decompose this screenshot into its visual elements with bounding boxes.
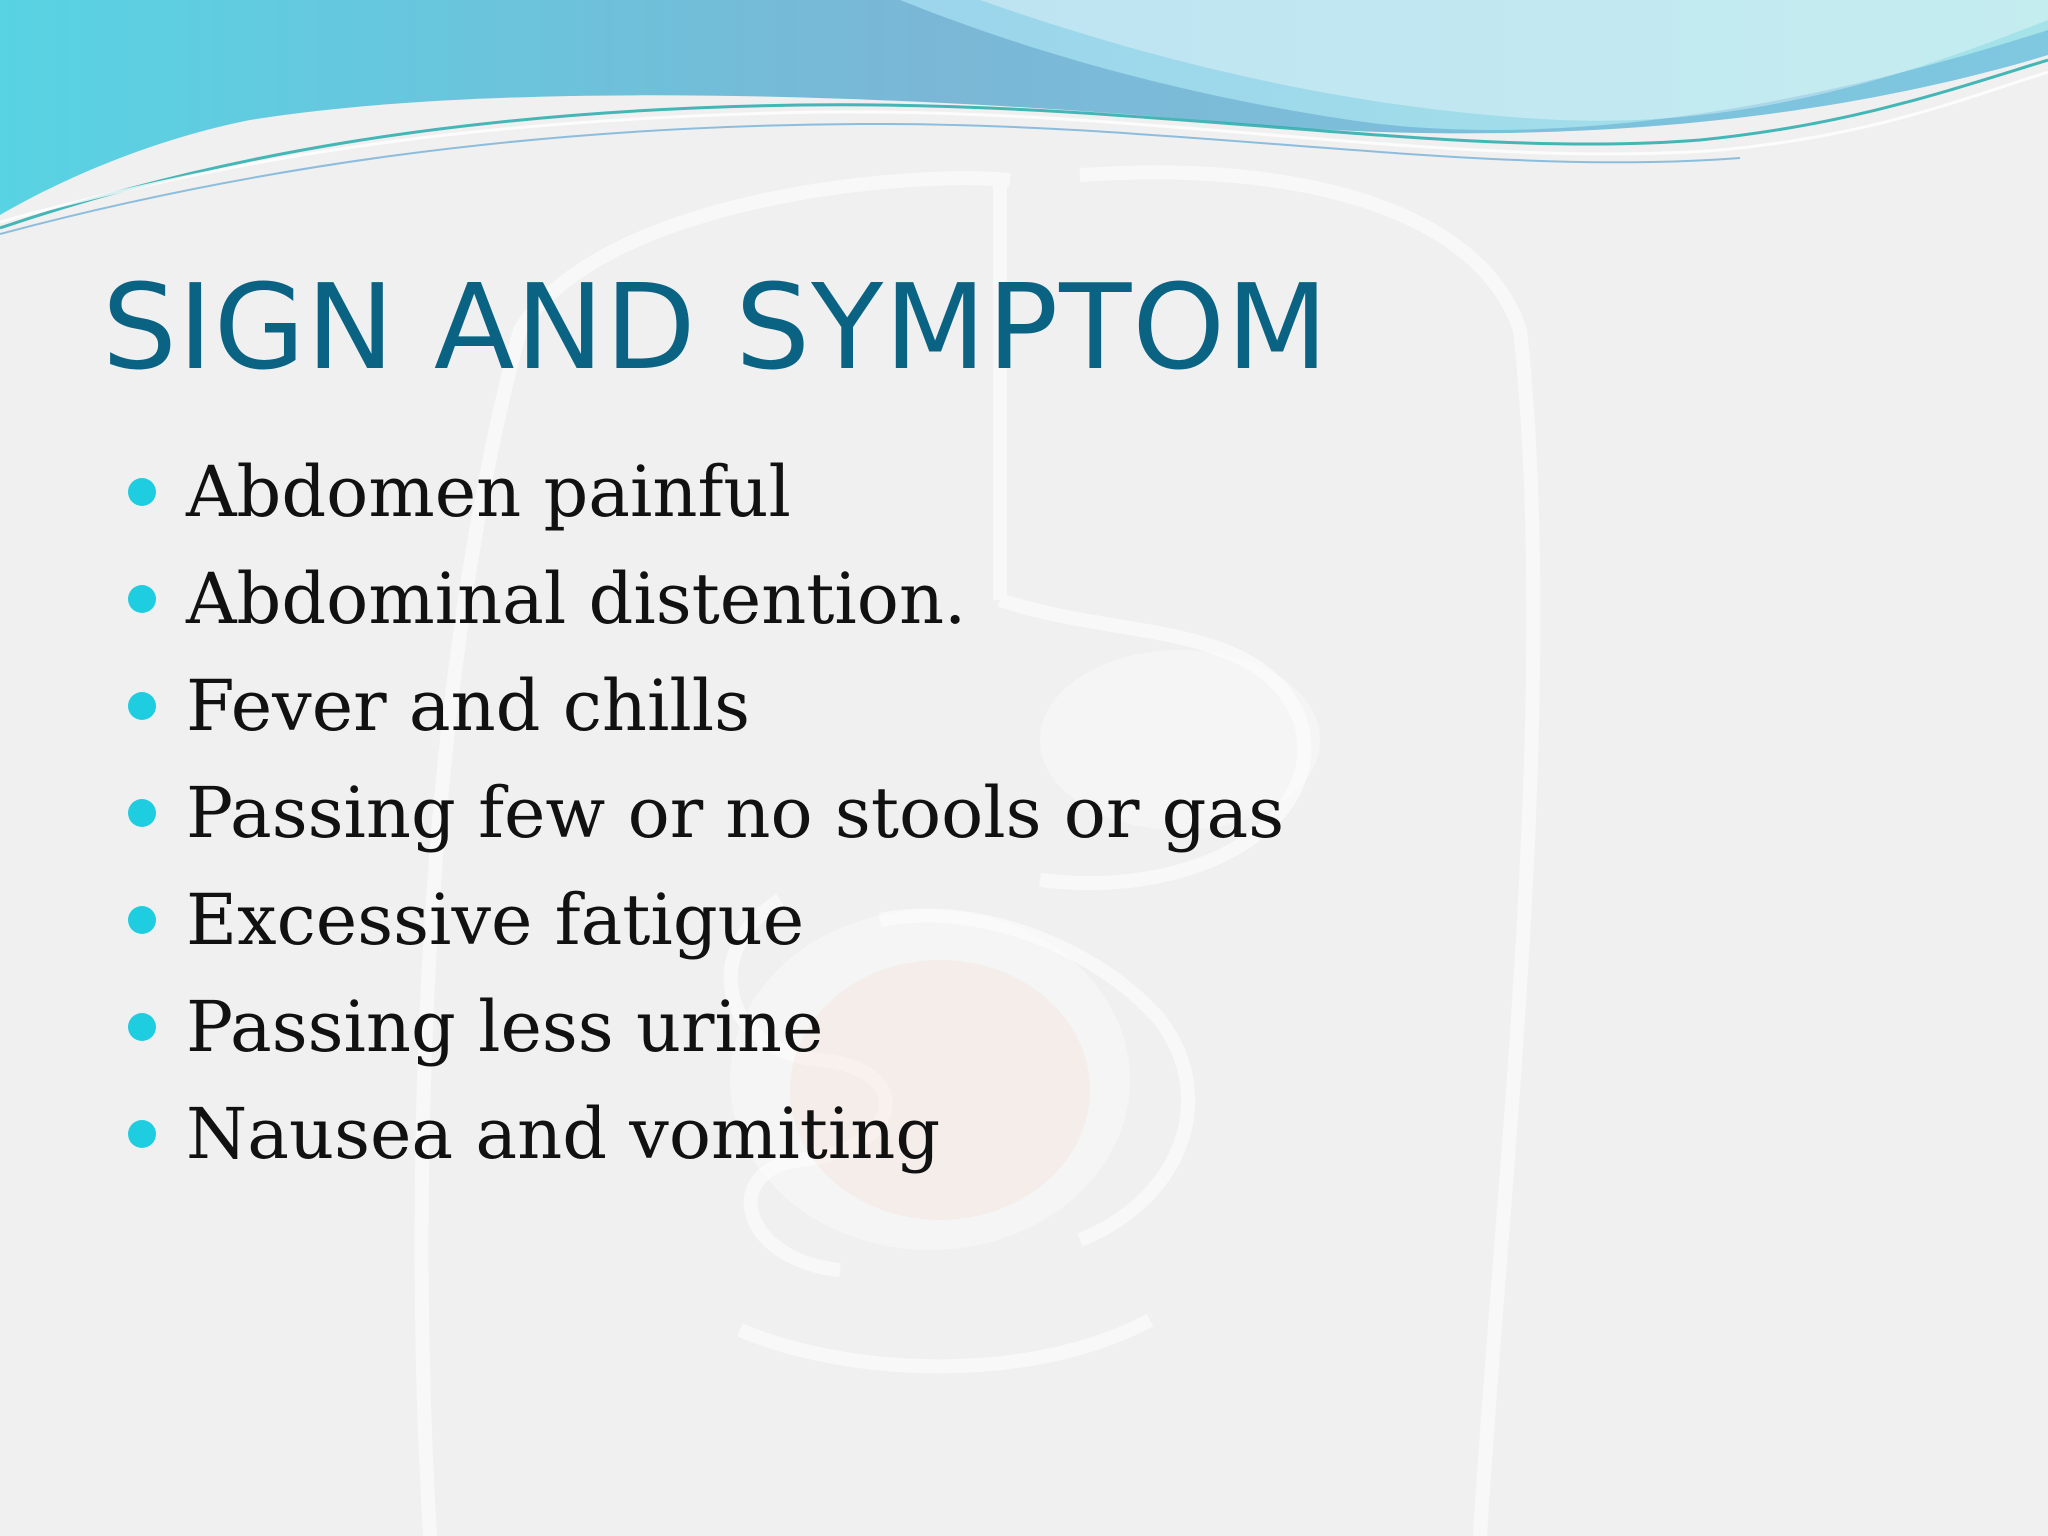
list-item-text: Excessive fatigue [186, 878, 805, 961]
slide-title: SIGN AND SYMPTOM [102, 258, 1329, 396]
list-item [128, 866, 1284, 973]
list-item-text: Passing less urine [186, 985, 824, 1068]
list-item [128, 973, 1284, 1080]
bullet-dot-icon [128, 1120, 156, 1148]
list-item [128, 438, 1284, 545]
bullet-dot-icon [128, 692, 156, 720]
list-item [128, 545, 1284, 652]
list-item-text: Abdomen painful [186, 450, 791, 533]
list-item-text: Passing few or no stools or gas [186, 771, 1285, 854]
list-item [128, 652, 1284, 759]
list-item-text: Abdominal distention. [186, 557, 967, 640]
list-item [128, 1080, 1284, 1187]
list-item [128, 759, 1284, 866]
bullet-dot-icon [128, 906, 156, 934]
bullet-dot-icon [128, 478, 156, 506]
list-item-text: Fever and chills [186, 664, 751, 747]
bullet-dot-icon [128, 1013, 156, 1041]
bullet-dot-icon [128, 585, 156, 613]
list-item-text: Nausea and vomiting [186, 1092, 941, 1175]
wave-banner [0, 0, 2048, 240]
symptom-list [128, 438, 1284, 1187]
bullet-dot-icon [128, 799, 156, 827]
